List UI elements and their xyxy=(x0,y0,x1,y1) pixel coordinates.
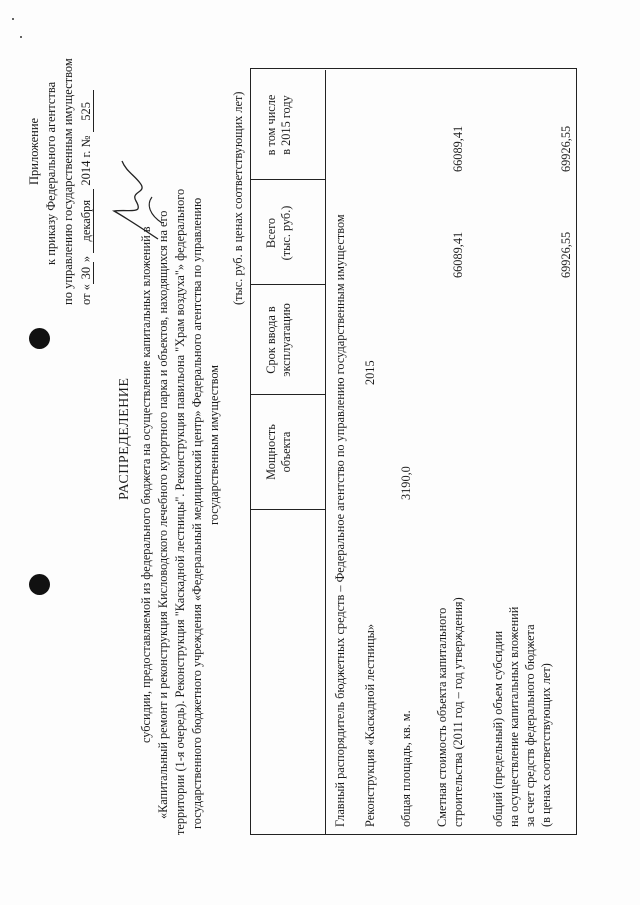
description-line-5: государственным имуществом xyxy=(207,364,221,525)
date-day: 30 xyxy=(80,262,94,284)
row-year-2015: 69926,55 xyxy=(559,125,573,172)
header-divider xyxy=(325,70,326,835)
description-line-4: государственного бюджетного учреждения «Федеральный медицинский центр» Федерального агентства по управлению xyxy=(190,197,204,829)
row-capacity: 3190,0 xyxy=(399,466,413,500)
date-year: 2014 г. № xyxy=(79,135,93,186)
budget-manager-row: Главный распорядитель бюджетных средств – Федеральное агентство по управлению государственным имуществом xyxy=(333,214,347,827)
description-line-3: территории (1-я очередь). Реконструкция "Каскадной лестницы". Реконструкция павильона "Храм воздуха"» федерального xyxy=(173,188,187,835)
row-total: 69926,55 xyxy=(559,231,573,278)
punch-hole-bottom xyxy=(29,574,50,595)
date-prefix: от « xyxy=(79,284,93,305)
description-line-1: субсидии, предоставляемой из федерального бюджета на осуществление капитальных вложений в xyxy=(139,226,153,743)
header-total: Всего (тыс. руб.) xyxy=(264,205,293,261)
row-label-line: Сметная стоимость объекта капитального xyxy=(435,607,449,827)
row-label-line: строительства (2011 год – год утверждения) xyxy=(451,597,465,827)
row-label-line: (в ценах соответствующих лет) xyxy=(539,663,553,827)
col-divider xyxy=(250,179,325,180)
document-title: РАСПРЕДЕЛЕНИЕ xyxy=(117,377,132,500)
row-total: 66089,41 xyxy=(451,231,465,278)
document-number: 525 xyxy=(80,90,94,132)
description-line-2: «Капитальный ремонт и реконструкция Кисловодского лечебного курортного парка и объектов, находящихся на его xyxy=(156,210,170,819)
appendix-date-line xyxy=(80,90,94,305)
header-commissioning: Срок ввода в эксплуатацию xyxy=(264,303,293,377)
row-commissioning: 2015 xyxy=(363,360,377,385)
appendix-line-3: по управлению государственным имуществом xyxy=(61,58,75,305)
row-label-line: общий (предельный) объем субсидии xyxy=(491,630,505,827)
row-label-line: за счет средств федерального бюджета xyxy=(523,624,537,827)
appendix-title: Приложение xyxy=(27,117,41,185)
col-divider xyxy=(250,509,325,510)
header-year-2015: в том числе в 2015 году xyxy=(264,94,293,156)
row-label: Реконструкция «Каскадной лестницы» xyxy=(363,623,377,827)
col-divider xyxy=(250,284,325,285)
punch-hole-top xyxy=(29,328,50,349)
units-note: (тыс. руб. в ценах соответствующих лет) xyxy=(231,91,245,305)
row-year-2015: 66089,41 xyxy=(451,125,465,172)
col-divider xyxy=(250,394,325,395)
header-capacity: Мощность объекта xyxy=(264,424,293,480)
date-month: декабря xyxy=(80,189,94,253)
row-label-line: на осуществление капитальных вложений xyxy=(507,606,521,827)
date-mid: » xyxy=(79,255,93,263)
row-label: общая площадь, кв. м. xyxy=(399,710,413,827)
appendix-line-2: к приказу Федерального агентства xyxy=(44,81,58,265)
